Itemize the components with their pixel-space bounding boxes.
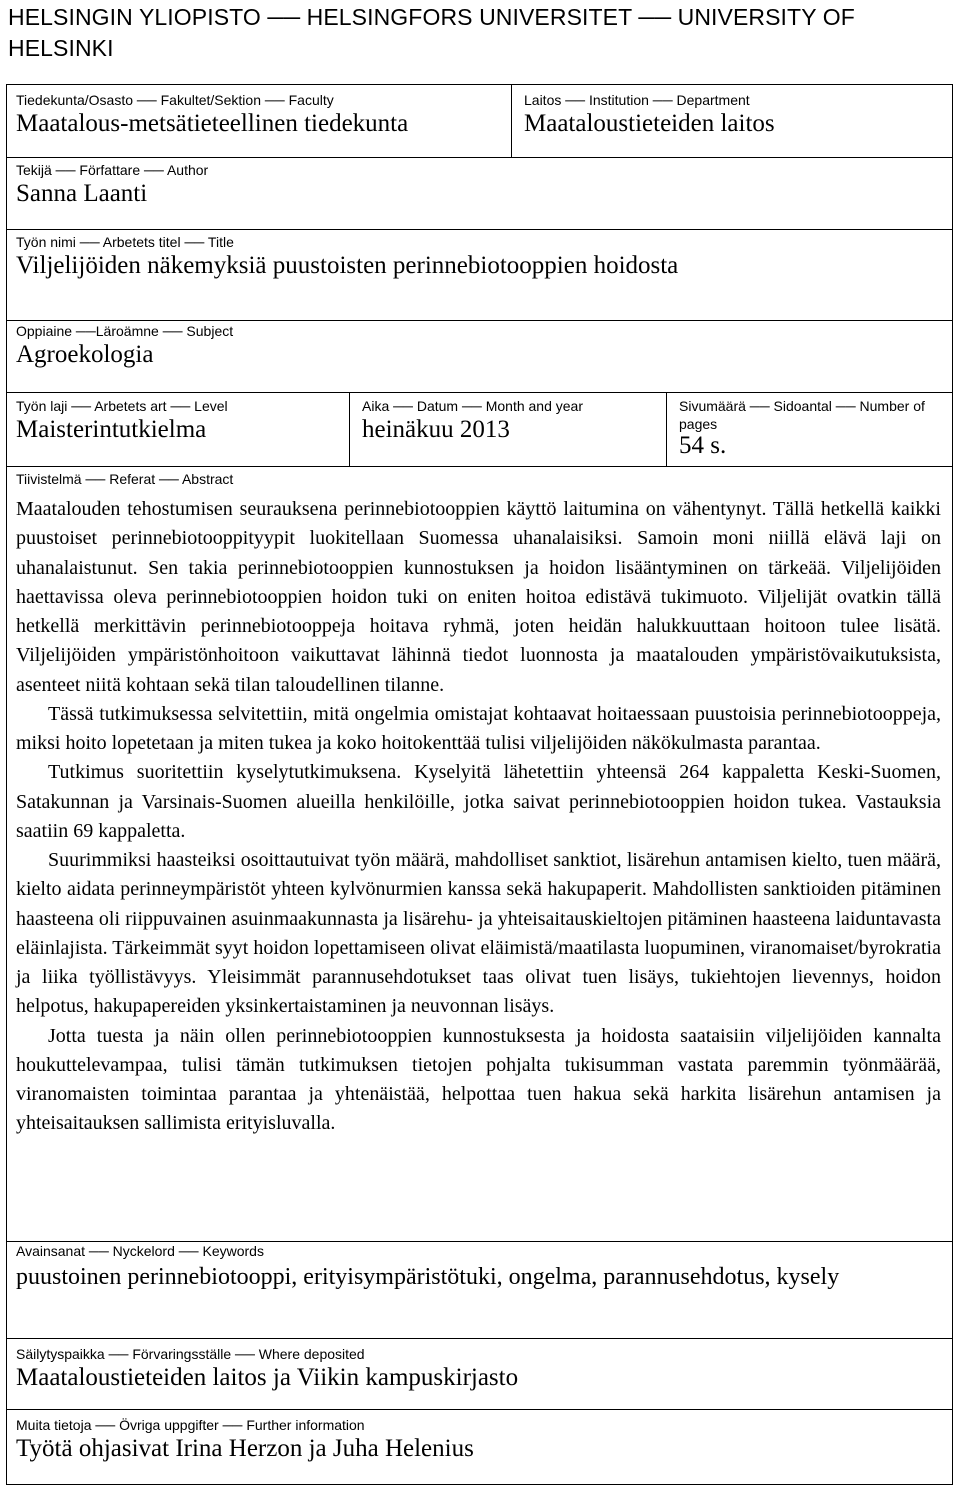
deposited-label: Säilytyspaikka ── Förvaringsställe ── Where deposited bbox=[16, 1346, 365, 1362]
department-label: Laitos ── Institution ── Department bbox=[524, 92, 750, 108]
deposited-cell bbox=[7, 1345, 952, 1393]
divider bbox=[7, 392, 952, 393]
faculty-label: Tiedekunta/Osasto ── Fakultet/Sektion ── Faculty bbox=[16, 92, 334, 108]
pages-value: 54 s. bbox=[679, 432, 727, 459]
further-value: Työtä ohjasivat Irina Herzon ja Juha Helenius bbox=[16, 1435, 474, 1462]
column-divider bbox=[349, 392, 350, 466]
abstract-label: Tiivistelmä ── Referat ── Abstract bbox=[16, 471, 234, 487]
faculty-value: Maatalous-metsätieteellinen tiedekunta bbox=[16, 110, 409, 137]
divider bbox=[7, 1338, 952, 1339]
abstract-paragraph: Tutkimus suoritettiin kyselytutkimuksena. Kyselyitä lähetettiin yhteensä 264 kappaletta Keski-Suomen, Satakunnan ja Varsinais-Suomen alueilla henkilöille, jotka saivat perinnebiotooppien hoidon tukea. Vastauksia saatiin 69 kappaletta. bbox=[16, 761, 941, 842]
divider bbox=[7, 1409, 952, 1410]
department-cell bbox=[515, 91, 945, 139]
university-header: HELSINGIN YLIOPISTO ── HELSINGFORS UNIVERSITET ── UNIVERSITY OF HELSINKI bbox=[8, 4, 855, 61]
abstract-label-cell bbox=[7, 470, 952, 488]
abstract-paragraph: Maatalouden tehostumisen seurauksena perinnebiotooppien käyttö laitumina on vähentynyt. Tällä hetkellä kaikki puustoiset perinnebiotooppityypit luokitellaan Suomessa uhanalaisiksi. Samoin moni niillä elävä laji on uhanalaistunut. Sen takia perinnebiotooppien kunnostuksen ja hoidon lisääntyminen on tärkeää. Viljelijöiden haettavissa oleva perinnebiotooppien hoidon tuki on eniten hoitoa edistävä tukimuoto. Viljelijät ovatkin tällä hetkellä merkittävin perinnebiotooppeja hoitava ryhmä, joten heidän halukkuuttaan hoitoon tulee lisätä. Viljelijöiden ympäristönhoitoon vaikuttavat lähinnä tiedot luonnosta ja maatalouden ympäristövaikutuksista, asenteet niitä kohtaan sekä tilan taloudellinen tilanne. bbox=[16, 498, 941, 696]
divider bbox=[7, 320, 952, 321]
department-value: Maataloustieteiden laitos bbox=[524, 110, 775, 137]
abstract-paragraph: Suurimmiksi haasteiksi osoittautuivat työn määrä, mahdolliset sanktiot, lisärehun antamisen kielto, tuen määrä, kielto aidata perinneympäristöt yhteen kylvönurmien kanssa sekä hakupaperit. Mahdollisten sanktioiden pitäminen haasteena oli riippuvainen asuinmaakunnasta ja lisärehu- ja yhteisaitauskieltojen pitäminen haasteena laiduntavasta eläinlajista. Tärkeimmät syyt hoidon lopettamiseen olivat eläimistä/maatilasta luopuminen, viranomaiset/byrokratia ja liika työllistävyys. Yleisimmät parannusehdotukset taas olivat tuen lisäys, tukiehtojen lievennys, hoidon helpotus, hakupapereiden yksinkertaistaminen ja neuvonnan lisäys. bbox=[16, 849, 941, 1018]
author-label: Tekijä ── Författare ── Author bbox=[16, 162, 209, 178]
abstract-form bbox=[6, 84, 953, 1485]
pages-label: Sivumäärä ── Sidoantal ── Number of pages bbox=[679, 398, 925, 432]
keywords-value: puustoinen perinnebiotooppi, erityisympäristötuki, ongelma, parannusehdotus, kysely bbox=[16, 1264, 840, 1290]
faculty-cell bbox=[7, 91, 511, 139]
date-value: heinäkuu 2013 bbox=[362, 416, 510, 443]
abstract-paragraph: Tässä tutkimuksessa selvitettiin, mitä ongelmia omistajat kohtaavat hoitaessaan puustoisia perinnebiotooppeja, miksi hoito lopetetaan ja miten tukea ja koko hoitokenttää tulisi viljelijöiden näkökulmasta parantaa. bbox=[16, 702, 941, 754]
column-divider bbox=[511, 85, 512, 157]
author-cell bbox=[7, 161, 952, 209]
abstract-text bbox=[16, 495, 941, 1139]
further-cell bbox=[7, 1416, 952, 1464]
abstract-paragraph: Jotta tuesta ja näin ollen perinnebiotooppien kunnostuksesta ja hoidosta saataisiin viljelijöiden kannalta houkuttelevampaa, tulisi tämän tutkimuksen tietojen pohjalta tukisumman vastata paremmin työnmäärää, viranomaisten toimintaa parantaa ja yhtenäistää, helpottaa tuen hakua sekä harkita lisärehun antamisen ja yhteisaitauksen sallimista erityisluvalla. bbox=[16, 1024, 941, 1135]
keywords-label: Avainsanat ── Nyckelord ── Keywords bbox=[16, 1243, 264, 1259]
level-cell bbox=[7, 397, 349, 445]
keywords-cell bbox=[7, 1242, 942, 1292]
level-value: Maisterintutkielma bbox=[16, 416, 207, 443]
title-label: Työn nimi ── Arbetets titel ── Title bbox=[16, 234, 234, 250]
date-cell bbox=[353, 397, 663, 445]
divider bbox=[7, 157, 952, 158]
column-divider bbox=[666, 392, 667, 466]
divider bbox=[7, 466, 952, 467]
further-label: Muita tietoja ── Övriga uppgifter ── Further information bbox=[16, 1417, 365, 1433]
title-cell bbox=[7, 233, 952, 281]
subject-label: Oppiaine ──Läroämne ── Subject bbox=[16, 323, 234, 339]
subject-value: Agroekologia bbox=[16, 341, 154, 368]
subject-cell bbox=[7, 322, 952, 370]
title-value: Viljelijöiden näkemyksiä puustoisten perinnebiotooppien hoidosta bbox=[16, 252, 679, 279]
divider bbox=[7, 229, 952, 230]
date-label: Aika ── Datum ── Month and year bbox=[362, 398, 583, 414]
author-value: Sanna Laanti bbox=[16, 180, 148, 207]
deposited-value: Maataloustieteiden laitos ja Viikin kampuskirjasto bbox=[16, 1364, 519, 1391]
pages-cell bbox=[670, 397, 945, 459]
level-label: Työn laji ── Arbetets art ── Level bbox=[16, 398, 228, 414]
